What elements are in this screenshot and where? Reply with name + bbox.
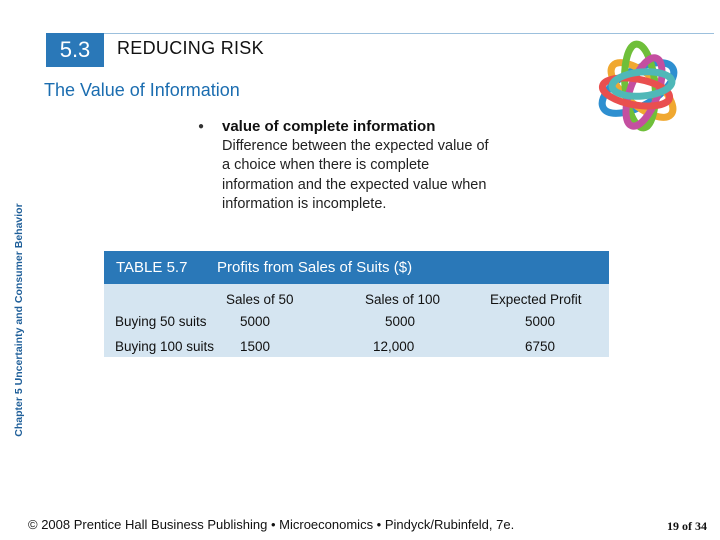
definition-line: information is incomplete. — [222, 195, 387, 212]
chapter-label: Chapter 5 Uncertainty and Consumer Behavior — [13, 203, 25, 437]
table-cell: 5000 — [525, 314, 556, 329]
section-number-badge: 5.3 — [46, 33, 104, 67]
definition-line: a choice when there is complete — [222, 157, 430, 174]
definition-line: information and the expected value when — [222, 176, 487, 193]
column-header: Sales of 100 — [365, 292, 441, 307]
slide-subtitle: The Value of Information — [44, 80, 240, 100]
table-number: TABLE 5.7 — [116, 259, 188, 276]
table-caption: Profits from Sales of Suits ($) — [217, 259, 413, 276]
table-cell: 5000 — [240, 314, 271, 329]
section-title: REDUCING RISK — [117, 38, 264, 58]
definition-term: value of complete information — [222, 118, 436, 135]
table-cell: 6750 — [525, 339, 556, 354]
row-label: Buying 100 suits — [115, 339, 215, 354]
definition-line: Difference between the expected value of — [222, 138, 489, 154]
table-body — [104, 284, 609, 357]
column-header: Sales of 50 — [226, 292, 294, 307]
row-label: Buying 50 suits — [115, 314, 207, 329]
table-header — [104, 251, 609, 284]
table-cell: 1500 — [240, 339, 271, 354]
table-cell: 5000 — [385, 314, 416, 329]
bullet-icon: ● — [198, 121, 205, 132]
column-header: Expected Profit — [490, 292, 582, 307]
definition-body — [222, 137, 522, 214]
table-cell: 12,000 — [373, 339, 415, 354]
footer-copyright: © 2008 Prentice Hall Business Publishing • Microeconomics • Pindyck/Rubinfeld, 7e. — [28, 517, 515, 532]
rings-logo-icon — [578, 30, 708, 150]
page-number: 19 of 34 — [667, 519, 707, 533]
